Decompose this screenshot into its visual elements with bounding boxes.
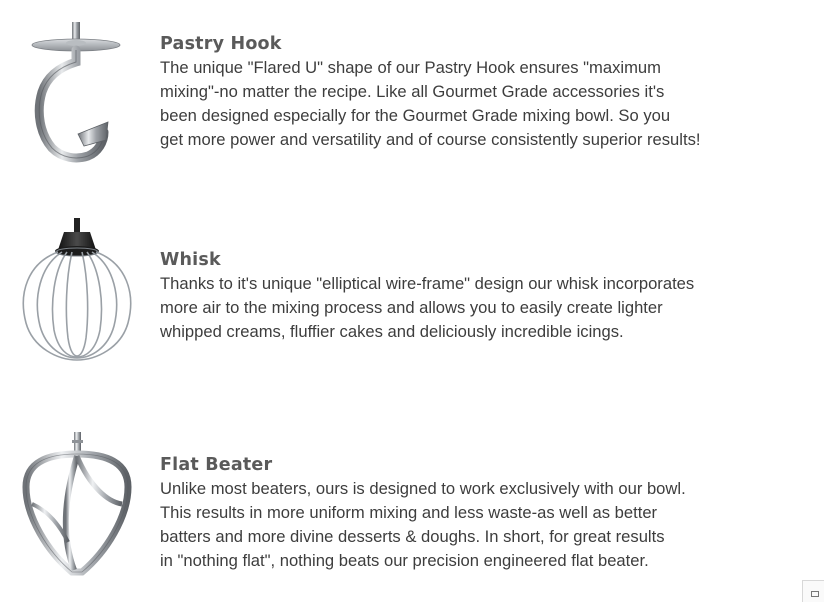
pastry-hook-line-3: been designed especially for the Gourmet Grade mixing bowl. So you (160, 106, 671, 125)
flat-beater-line-2: This results in more uniform mixing and less waste-as well as better (160, 503, 658, 522)
whisk-line-1: Thanks to it's unique "elliptical wire-frame" design our whisk incorporates (160, 274, 695, 293)
flat-beater-text (160, 454, 780, 573)
flat-beater-line-4: in "nothing flat", nothing beats our precision engineered flat beater. (160, 551, 649, 570)
pastry-hook-line-2: mixing"-no matter the recipe. Like all Gourmet Grade accessories it's (160, 82, 665, 101)
whisk-line-2: more air to the mixing process and allows you to easily create lighter (160, 298, 663, 317)
pastry-hook-description (160, 56, 780, 152)
corner-resize-widget[interactable] (802, 580, 824, 602)
flat-beater-title: Flat Beater (160, 455, 273, 475)
pastry-hook-line-1: The unique "Flared U" shape of our Pastry Hook ensures "maximum (160, 58, 661, 77)
pastry-hook-title: Pastry Hook (160, 34, 282, 54)
whisk-icon (18, 218, 136, 368)
flat-beater-icon (18, 432, 136, 582)
whisk-line-3: whipped creams, fluffier cakes and deliciously incredible icings. (160, 322, 624, 341)
flat-beater-line-1: Unlike most beaters, ours is designed to work exclusively with our bowl. (160, 479, 686, 498)
whisk-text (160, 249, 780, 344)
pastry-hook-text (160, 33, 780, 152)
pastry-hook-line-4: get more power and versatility and of course consistently superior results! (160, 130, 701, 149)
whisk-title: Whisk (160, 250, 221, 270)
flat-beater-description (160, 477, 780, 573)
window-icon (811, 591, 819, 597)
pastry-hook-icon (18, 22, 136, 172)
whisk-description (160, 272, 780, 344)
flat-beater-line-3: batters and more divine desserts & doughs. In short, for great results (160, 527, 665, 546)
